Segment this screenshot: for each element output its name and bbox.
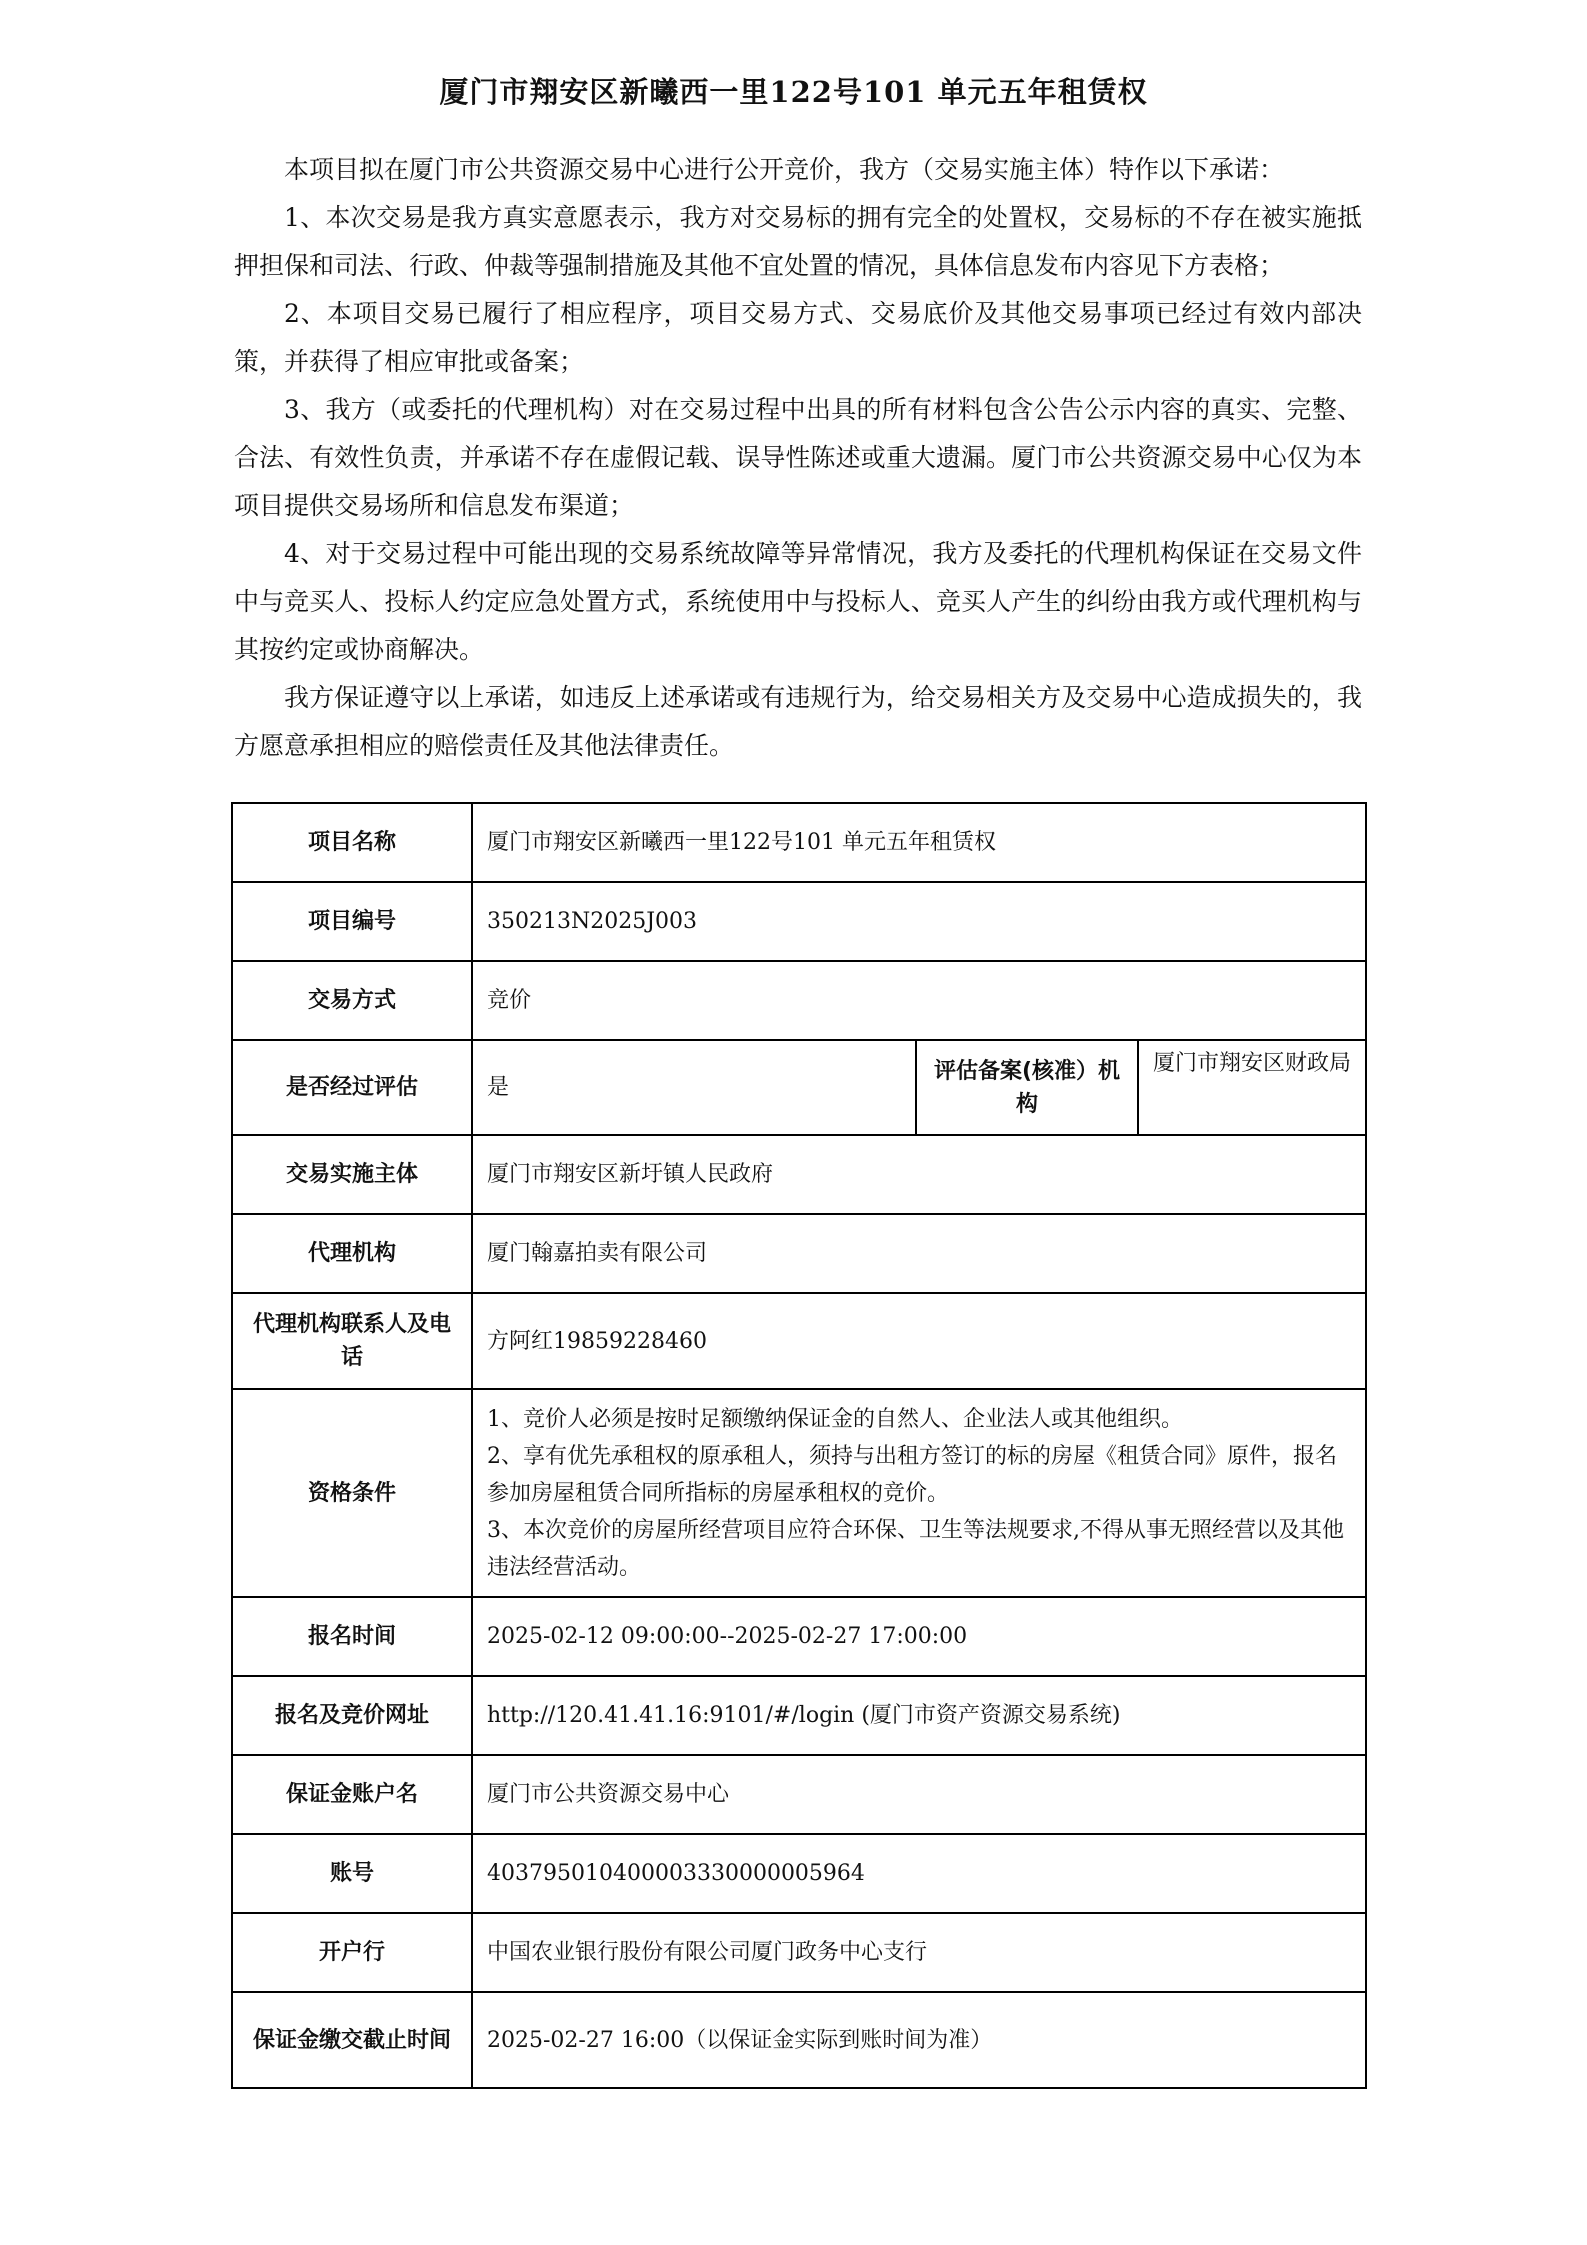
account-no-label: 账号: [232, 1834, 472, 1913]
table-row: [232, 882, 1366, 961]
qualifications-label: 资格条件: [232, 1389, 472, 1597]
table-row: [232, 961, 1366, 1040]
commitment-item-2: 2、本项目交易已履行了相应程序，项目交易方式、交易底价及其他交易事项已经过有效内部决策，并获得了相应审批或备案；: [234, 299, 1362, 376]
trade-method-value: 竞价: [472, 961, 1366, 1040]
table-row: [232, 1040, 1366, 1135]
evaluated-value: 是: [472, 1040, 916, 1135]
signup-time-label: 报名时间: [232, 1597, 472, 1676]
table-row: [232, 1135, 1366, 1214]
agency-contact-label: 代理机构联系人及电话: [232, 1293, 472, 1389]
table-row: [232, 1214, 1366, 1293]
table-row: [232, 1389, 1366, 1597]
commitment-text: [234, 146, 1362, 770]
intro-paragraph: 本项目拟在厦门市公共资源交易中心进行公开竞价，我方（交易实施主体）特作以下承诺：: [284, 155, 1285, 184]
table-row: [232, 1676, 1366, 1755]
table-row: [232, 1597, 1366, 1676]
deposit-account-name-label: 保证金账户名: [232, 1755, 472, 1834]
signup-url-value: http://120.41.41.16:9101/#/login (厦门市资产资源交易系统): [472, 1676, 1366, 1755]
project-no-value: 350213N2025J003: [472, 882, 1366, 961]
project-info-table: [231, 802, 1367, 2089]
commitment-item-1: 1、本次交易是我方真实意愿表示，我方对交易标的拥有完全的处置权，交易标的不存在被实施抵押担保和司法、行政、仲裁等强制措施及其他不宜处置的情况，具体信息发布内容见下方表格；: [234, 203, 1362, 280]
commitment-item-4: 4、对于交易过程中可能出现的交易系统故障等异常情况，我方及委托的代理机构保证在交易文件中与竞买人、投标人约定应急处置方式，系统使用中与投标人、竞买人产生的纠纷由我方或代理机构与其按约定或协商解决。: [234, 539, 1362, 664]
table-row: [232, 803, 1366, 882]
record-agency-value: 厦门市翔安区财政局: [1138, 1040, 1366, 1135]
bank-value: 中国农业银行股份有限公司厦门政务中心支行: [472, 1913, 1366, 1992]
project-no-label: 项目编号: [232, 882, 472, 961]
table-row: [232, 1913, 1366, 1992]
table-row: [232, 1293, 1366, 1389]
signup-time-value: 2025-02-12 09:00:00--2025-02-27 17:00:00: [472, 1597, 1366, 1676]
table-row: [232, 1992, 1366, 2088]
agency-contact-value: 方阿红19859228460: [472, 1293, 1366, 1389]
table-row: [232, 1834, 1366, 1913]
subject-label: 交易实施主体: [232, 1135, 472, 1214]
project-name-label: 项目名称: [232, 803, 472, 882]
guarantee-paragraph: 我方保证遵守以上承诺，如违反上述承诺或有违规行为，给交易相关方及交易中心造成损失的，我方愿意承担相应的赔偿责任及其他法律责任。: [234, 683, 1362, 760]
evaluated-label: 是否经过评估: [232, 1040, 472, 1135]
bank-label: 开户行: [232, 1913, 472, 1992]
signup-url-label: 报名及竞价网址: [232, 1676, 472, 1755]
qualification-item: 2、享有优先承租权的原承租人，须持与出租方签订的标的房屋《租赁合同》原件，报名参加房屋租赁合同所指标的房屋承租权的竞价。: [487, 1443, 1337, 1506]
table-row: [232, 1755, 1366, 1834]
trade-method-label: 交易方式: [232, 961, 472, 1040]
agency-value: 厦门翰嘉拍卖有限公司: [472, 1214, 1366, 1293]
deposit-deadline-value: 2025-02-27 16:00（以保证金实际到账时间为准）: [472, 1992, 1366, 2088]
deposit-deadline-label: 保证金缴交截止时间: [232, 1992, 472, 2088]
record-agency-label: 评估备案(核准）机构: [916, 1040, 1138, 1135]
qualification-item: 3、本次竞价的房屋所经营项目应符合环保、卫生等法规要求,不得从事无照经营以及其他违法经营活动。: [487, 1517, 1344, 1580]
qualification-item: 1、竞价人必须是按时足额缴纳保证金的自然人、企业法人或其他组织。: [487, 1406, 1183, 1432]
document-title: 厦门市翔安区新曦西一里122号101 单元五年租赁权: [439, 75, 1148, 109]
agency-label: 代理机构: [232, 1214, 472, 1293]
qualifications-value: [472, 1389, 1366, 1597]
project-name-value: 厦门市翔安区新曦西一里122号101 单元五年租赁权: [472, 803, 1366, 882]
deposit-account-name-value: 厦门市公共资源交易中心: [472, 1755, 1366, 1834]
commitment-item-3: 3、我方（或委托的代理机构）对在交易过程中出具的所有材料包含公告公示内容的真实、完整、合法、有效性负责，并承诺不存在虚假记载、误导性陈述或重大遗漏。厦门市公共资源交易中心仅为本项目提供交易场所和信息发布渠道；: [234, 395, 1362, 520]
account-no-value: 403795010400003330000005964: [472, 1834, 1366, 1913]
subject-value: 厦门市翔安区新圩镇人民政府: [472, 1135, 1366, 1214]
